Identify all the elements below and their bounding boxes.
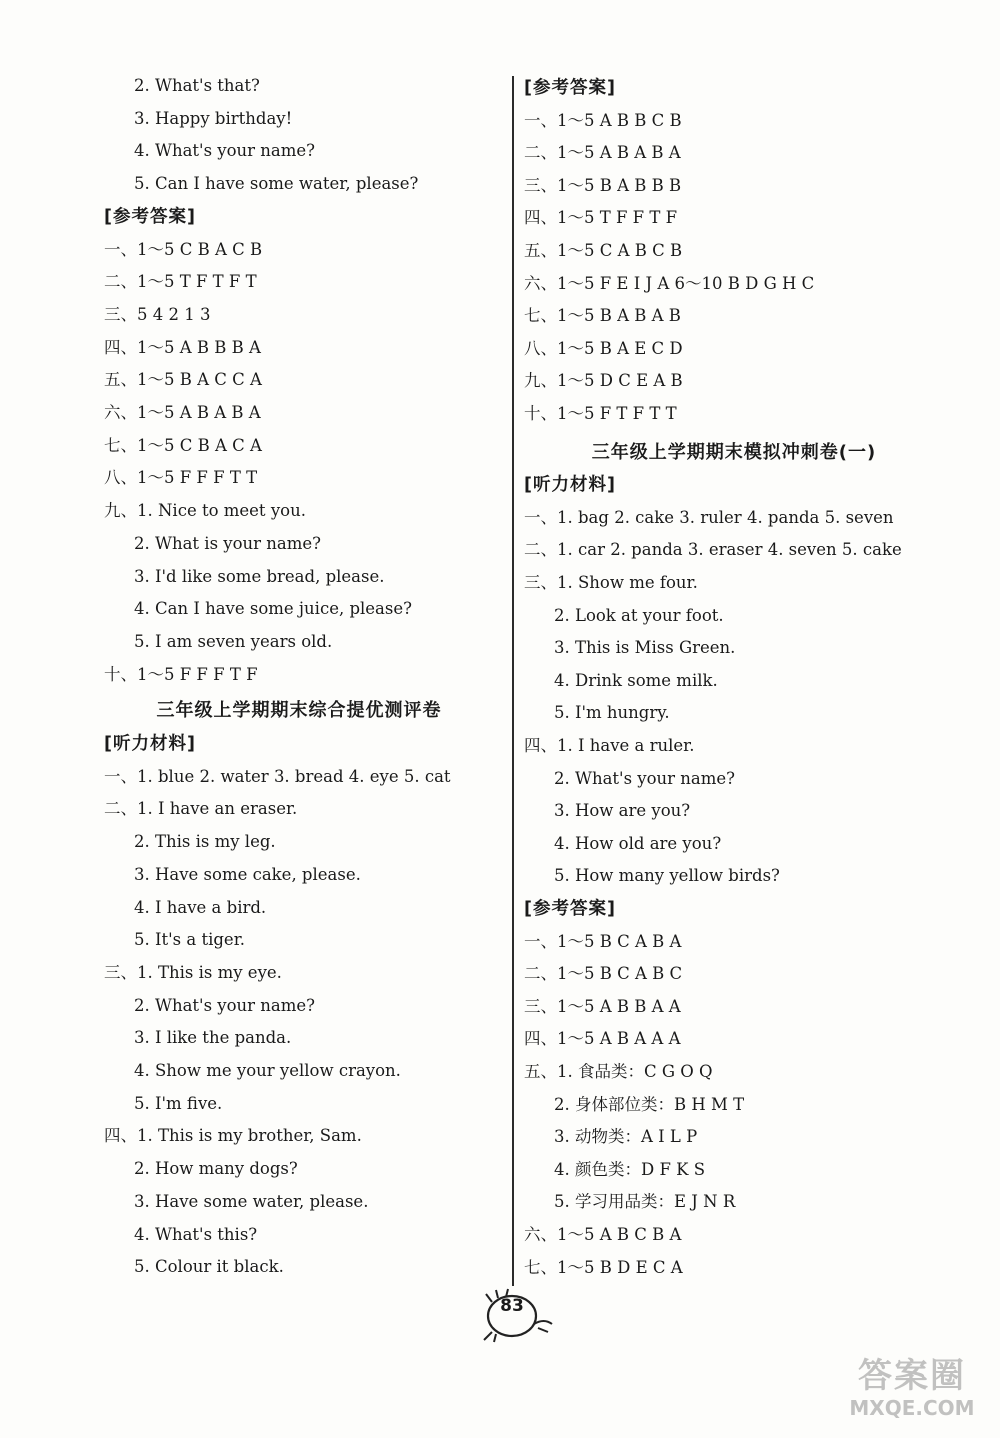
answer-line: 五、1～5 C A B C B [524,241,683,260]
answer-line: 五、1～5 B A C C A [104,370,262,390]
answer-line: 四、1～5 A B A A A [524,1029,681,1049]
answer-line: 一、1. blue 2. water 3. bread 4. eye 5. cat [104,766,451,786]
section-label: [参考答案] [104,206,196,227]
answer-line: 六、1～5 A B C B A [524,1225,682,1244]
answer-line: 四、1～5 A B B B A [104,337,261,357]
answer-line: 2. How many dogs? [134,1159,298,1179]
answer-line: 三、1. This is my eye. [104,962,282,982]
answer-line: 5. Colour it black. [134,1257,284,1277]
answer-line: 三、1. Show me four. [524,573,698,592]
answer-line: 2. Look at your foot. [554,605,724,625]
answer-line: 4. What's your name? [134,141,316,161]
answer-line: 五、1. 食品类：C G O Q [524,1062,713,1081]
answer-line: 六、1～5 A B A B A [104,403,261,422]
answer-line: 5. 学习用品类：E J N R [554,1192,736,1212]
answer-line: 七、1～5 B A B A B [524,306,681,326]
answer-line: 一、1～5 C B A C B [104,239,263,259]
column-divider [512,76,514,1286]
answer-line: 2. What's your name? [134,995,316,1015]
answer-line: 3. Have some cake, please. [134,864,361,884]
answer-line: 四、1. This is my brother, Sam. [104,1126,362,1146]
watermark-url: MXQE.COM [849,1396,975,1420]
section-label: [参考答案] [524,899,616,919]
answer-line: 一、1～5 A B B C B [524,110,682,130]
answer-line: 3. How are you? [554,801,691,821]
answer-line: 八、1～5 B A E C D [524,338,683,358]
answer-line: 4. How old are you? [554,833,722,853]
answer-line: 四、1. I have a ruler. [524,736,695,755]
answer-line: 4. I have a bird. [134,897,267,917]
answer-line: 4. Drink some milk. [554,670,718,690]
section-title: 三年级上学期期末模拟冲刺卷(一) [591,441,877,463]
answer-line: 2. What's your name? [554,768,736,788]
answer-line: 七、1～5 C B A C A [104,435,262,455]
answer-line: 二、1～5 T F T F T [104,272,257,292]
answer-line: 2. This is my leg. [134,832,276,852]
answer-line: 九、1. Nice to meet you. [104,501,306,521]
answer-line: 4. 颜色类：D F K S [554,1159,706,1179]
answer-line: 八、1～5 F F F T T [104,468,258,488]
answer-line: 3. 动物类：A I L P [554,1127,698,1147]
answer-line: 四、1～5 T F F T F [524,208,678,228]
answer-line: 七、1～5 B D E C A [524,1257,683,1277]
answer-line: 4. Can I have some juice, please? [134,599,412,619]
answer-line: 3. Have some water, please. [134,1191,369,1211]
answer-line: 2. What's that? [134,76,260,95]
answer-line: 5. I'm five. [134,1093,223,1113]
answer-line: 5. How many yellow birds? [554,866,780,886]
answer-line: 3. I like the panda. [134,1028,292,1048]
answer-line: 一、1. bag 2. cake 3. ruler 4. panda 5. seven [524,507,894,527]
answer-line: 2. What is your name? [134,533,322,553]
answer-line: 3. This is Miss Green. [554,638,736,658]
answer-line: 5. I am seven years old. [134,631,333,651]
answer-line: 2. 身体部位类：B H M T [554,1094,745,1114]
page-number: 83 [500,1296,524,1316]
answer-line: 三、1～5 B A B B B [524,175,682,195]
answer-line: 4. Show me your yellow crayon. [134,1061,401,1080]
answer-line: 三、1～5 A B B A A [524,996,681,1016]
answer-line: 4. What's this? [134,1224,258,1244]
answer-line: 5. I'm hungry. [554,703,670,723]
answer-line: 三、5 4 2 1 3 [104,304,211,324]
watermark-logo: 答案圈 [858,1356,966,1396]
answer-line: 二、1～5 A B A B A [524,143,681,163]
answer-line: 3. Happy birthday! [134,108,293,128]
section-label: [听力材料] [524,475,616,496]
answer-line: 六、1～5 F E I J A 6～10 B D G H C [524,273,815,293]
answer-line: 九、1～5 D C E A B [524,371,683,391]
answer-line: 5. It's a tiger. [134,930,246,950]
section-label: [听力材料] [104,734,196,754]
answer-line: 一、1～5 B C A B A [524,931,682,951]
answer-line: 二、1. car 2. panda 3. eraser 4. seven 5. cake [524,540,902,560]
section-title: 三年级上学期期末综合提优测评卷 [156,700,442,722]
answer-line: 二、1. I have an eraser. [104,799,298,819]
answer-line: 5. Can I have some water, please? [134,174,419,194]
answer-line: 十、1～5 F T F T T [524,404,677,423]
answer-line: 十、1～5 F F F T F [104,664,258,684]
section-label: [参考答案] [524,78,616,98]
page-footer [482,1288,556,1344]
answer-line: 二、1～5 B C A B C [524,964,683,984]
watermark [832,1348,992,1432]
answer-line: 3. I'd like some bread, please. [134,566,385,586]
